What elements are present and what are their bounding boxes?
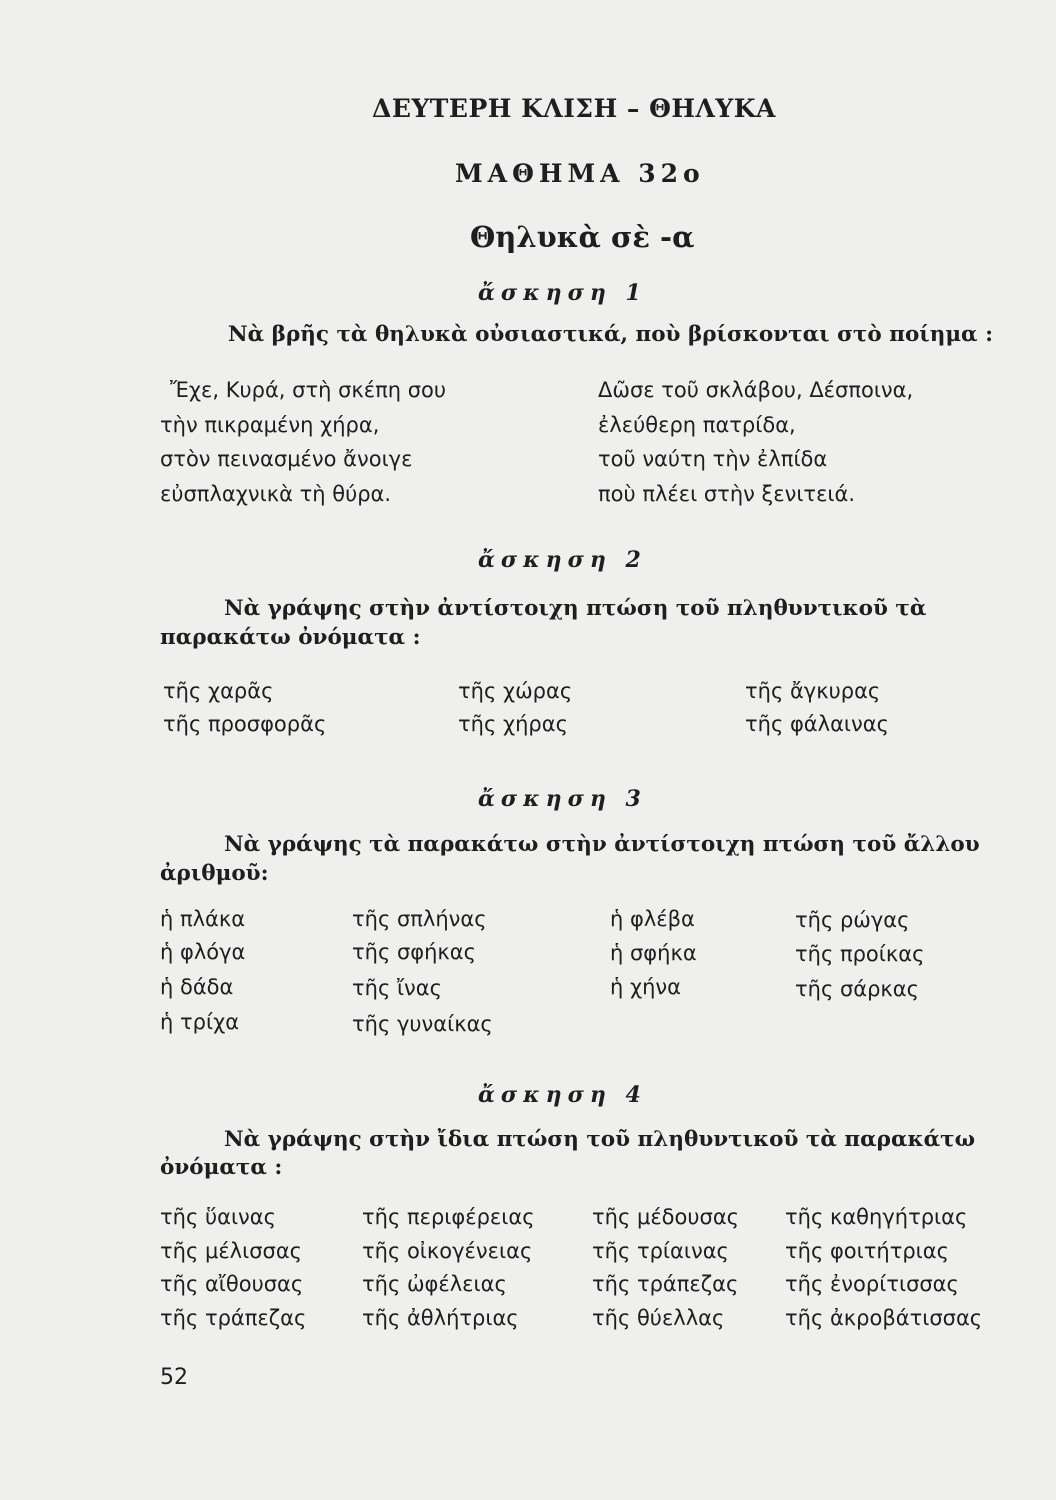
word-item: τῆς ρώγας	[795, 908, 910, 932]
poem-left-line: τὴν πικραμένη χήρα,	[160, 413, 380, 437]
exercise-3-instruction-line2: ἀριθμοῦ:	[160, 861, 269, 886]
word-item: τῆς μέδουσας	[592, 1205, 739, 1229]
word-item: τῆς οἰκογένειας	[362, 1239, 533, 1263]
word-item: τῆς αἴθουσας	[160, 1272, 304, 1296]
word-item: τῆς μέλισσας	[160, 1239, 302, 1263]
exercise-4-instruction-line2: ὀνόματα :	[160, 1155, 283, 1180]
poem-left-line: στὸν πεινασμένο ἄνοιγε	[160, 447, 413, 471]
word-item: τῆς χώρας	[458, 679, 573, 703]
poem-left-line: εὐσπλαχνικὰ τὴ θύρα.	[160, 482, 392, 506]
word-item: τῆς ὕαινας	[160, 1205, 276, 1229]
word-item: τῆς χήρας	[458, 712, 568, 736]
word-item: τῆς σπλήνας	[352, 907, 487, 931]
poem-right-line: τοῦ ναύτη τὴν ἐλπίδα	[598, 447, 828, 471]
exercise-2-label: ἄσκηση 2	[478, 547, 647, 573]
exercise-3-label: ἄσκηση 3	[478, 786, 647, 812]
word-item: ἡ φλέβα	[610, 907, 695, 931]
exercise-1-instruction: Νὰ βρῆς τὰ θηλυκὰ οὐσιαστικά, ποὺ βρίσκονται στὸ ποίημα :	[228, 322, 994, 347]
word-item: ἡ πλάκα	[160, 907, 246, 931]
word-item: τῆς χαρᾶς	[163, 679, 274, 703]
word-item: τῆς σφήκας	[352, 940, 476, 964]
lesson-title: ΜΑΘΗΜΑ 32ο	[455, 159, 705, 188]
word-item: τῆς τρίαινας	[592, 1239, 729, 1263]
word-item: τῆς ἐνορίτισσας	[785, 1272, 959, 1296]
word-item: τῆς ἀκροβάτισσας	[785, 1306, 983, 1330]
exercise-1-label: ἄσκηση 1	[478, 280, 647, 306]
word-item: τῆς γυναίκας	[352, 1012, 493, 1036]
poem-right-line: ποὺ πλέει στὴν ξενιτειά.	[598, 482, 856, 506]
word-item: τῆς καθηγήτριας	[785, 1205, 968, 1229]
word-item: τῆς ἀθλήτριας	[362, 1306, 519, 1330]
word-item: ἡ τρίχα	[160, 1010, 240, 1034]
exercise-3-instruction-line1: Νὰ γράψης τὰ παρακάτω στὴν ἀντίστοιχη πτώση τοῦ ἄλλου	[224, 832, 980, 857]
word-item: τῆς φοιτήτριας	[785, 1239, 949, 1263]
poem-left-line: Ἔχε, Κυρά, στὴ σκέπη σου	[170, 378, 447, 402]
exercise-4-label: ἄσκηση 4	[478, 1082, 647, 1108]
exercise-2-instruction-line1: Νὰ γράψης στὴν ἀντίστοιχη πτώση τοῦ πληθυντικοῦ τὰ	[224, 596, 927, 621]
word-item: τῆς ἴνας	[352, 976, 442, 1000]
word-item: τῆς ἄγκυρας	[745, 679, 881, 703]
word-item: ἡ χήνα	[610, 975, 681, 999]
word-item: ἡ δάδα	[160, 975, 234, 999]
word-item: τῆς σάρκας	[795, 977, 919, 1001]
word-item: τῆς ὠφέλειας	[362, 1272, 507, 1296]
poem-right-line: Δῶσε τοῦ σκλάβου, Δέσποινα,	[598, 378, 914, 402]
word-item: ἡ φλόγα	[160, 940, 246, 964]
page-number: 52	[160, 1365, 188, 1390]
word-item: τῆς προίκας	[795, 942, 925, 966]
poem-right-line: ἐλεύθερη πατρίδα,	[598, 413, 796, 437]
lesson-subtitle: Θηλυκὰ σὲ -α	[470, 220, 695, 254]
word-item: τῆς φάλαινας	[745, 712, 889, 736]
word-item: τῆς τράπεζας	[592, 1272, 739, 1296]
exercise-4-instruction-line1: Νὰ γράψης στὴν ἴδια πτώση τοῦ πληθυντικοῦ τὰ παρακάτω	[224, 1127, 976, 1152]
word-item: τῆς τράπεζας	[160, 1306, 307, 1330]
word-item: τῆς προσφορᾶς	[163, 712, 327, 736]
word-item: ἡ σφήκα	[610, 941, 697, 965]
word-item: τῆς περιφέρειας	[362, 1205, 535, 1229]
exercise-2-instruction-line2: παρακάτω ὀνόματα :	[160, 625, 421, 650]
word-item: τῆς θύελλας	[592, 1306, 725, 1330]
chapter-title: ΔΕΥΤΕΡΗ ΚΛΙΣΗ – ΘΗΛΥΚΑ	[372, 94, 776, 123]
